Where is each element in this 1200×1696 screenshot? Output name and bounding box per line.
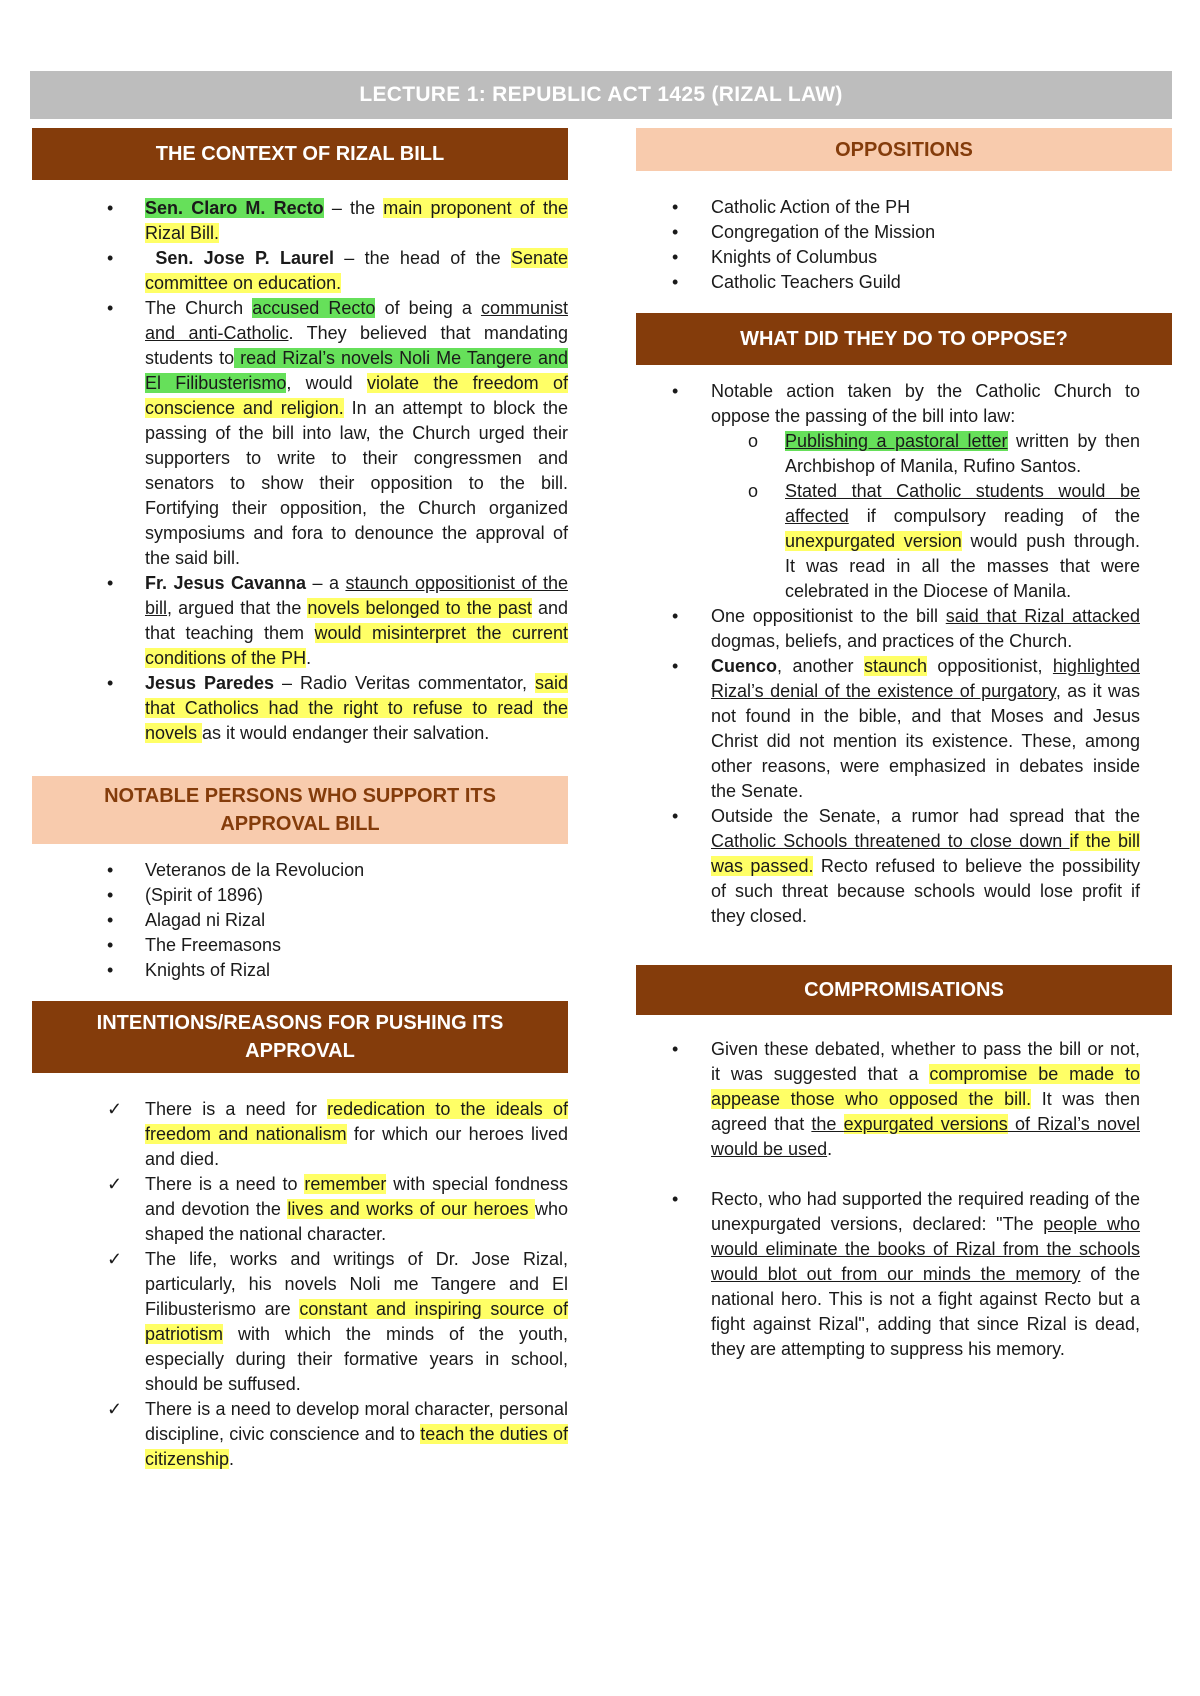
list-item: • (Spirit of 1896) [32,883,568,908]
bullet-icon: • [107,298,114,318]
list-item: • Catholic Action of the PH [636,195,1172,220]
intentions-heading: INTENTIONS/REASONS FOR PUSHING ITS APPROVAL [32,1001,568,1073]
bullet-icon: • [107,885,114,905]
bullet-icon: • [672,606,679,626]
context-heading: THE CONTEXT OF RIZAL BILL [32,128,568,180]
bullet-icon: • [672,222,679,242]
bullet-icon: • [107,860,114,880]
checkmark-icon: ✓ [107,1399,123,1419]
circle-bullet-icon: o [748,431,759,451]
list-item: • The Freemasons [32,933,568,958]
bullet-icon: • [672,656,679,676]
list-subitem: o Publishing a pastoral letter written by then Archbishop of Manila, Rufino Santos. [748,431,1140,476]
bullet-icon: • [672,806,679,826]
bullet-icon: • [107,935,114,955]
bullet-icon: • [107,198,114,218]
checkmark-icon: ✓ [107,1099,123,1119]
list-item: • Cuenco, another staunch oppositionist, highlighted Rizal’s denial of the existence of purgatory, as it was not found in the bible, and that Moses and Jesus Christ did not mention its existence. These, among other reasons, were emphasized in debates inside the Senate. [672,656,1140,801]
bullet-icon: • [672,1189,679,1209]
list-item: • Catholic Teachers Guild [636,270,1172,295]
list-item: • One oppositionist to the bill said that Rizal attacked dogmas, beliefs, and practices of the Church. [672,606,1140,651]
list-item: • Alagad ni Rizal [32,908,568,933]
left-column [32,128,568,1472]
list-item: • Veteranos de la Revolucion [32,858,568,883]
bullet-icon: • [672,381,679,401]
compromise-heading: COMPROMISATIONS [636,965,1172,1015]
list-item: • Congregation of the Mission [636,220,1172,245]
compromise-list [636,1037,1172,1362]
list-item: • Fr. Jesus Cavanna – a staunch oppositionist of the bill, argued that the novels belonged to the past and that teaching them would misinterpret the current conditions of the PH. [107,573,568,668]
bullet-icon: • [672,272,679,292]
bullet-icon: • [107,248,114,268]
list-item: • Jesus Paredes – Radio Veritas commentator, said that Catholics had the right to refuse to read the novels as it would endanger their salvation. [107,673,568,743]
list-item: • Sen. Claro M. Recto – the main proponent of the Rizal Bill. [107,198,569,243]
list-item: • Given these debated, whether to pass the bill or not, it was suggested that a compromise be made to appease those who opposed the bill. It was then agreed that the expurgated versions of Rizal’s novel would be used. [672,1039,1140,1159]
list-item: • Knights of Columbus [636,245,1172,270]
checkmark-icon: ✓ [107,1249,123,1269]
oppositions-heading: OPPOSITIONS [636,128,1172,171]
list-item: • Sen. Jose P. Laurel – the head of the Senate committee on education. [107,248,568,293]
oppose-heading: WHAT DID THEY DO TO OPPOSE? [636,313,1172,365]
list-item: • Recto, who had supported the required reading of the unexpurgated versions, declared: "The people who would eliminate the books of Rizal from the schools would blot out from our minds the memory of the national hero. This is not a fight against Recto but a fight against Rizal", adding that since Rizal is dead, they are attempting to suppress his memory. [672,1189,1141,1359]
oppose-list [636,379,1172,929]
bullet-icon: • [107,573,114,593]
context-list [32,196,568,746]
list-item: • The Church accused Recto of being a communist and anti-Catholic. They believed that mandating students to read Rizal’s novels Noli Me Tangere and El Filibusterismo, would violate the freedom of conscience and religion. In an attempt to block the passing of the bill into law, the Church urged their supporters to write to their congressmen and senators to show their opposition to the bill. Fortifying their opposition, the Church organized symposiums and fora to denounce the approval of the said bill. [107,298,569,568]
list-item: • Notable action taken by the Catholic Church to oppose the passing of the bill into law: [672,381,1140,426]
list-item: • Outside the Senate, a rumor had spread that the Catholic Schools threatened to close down if the bill was passed. Recto refused to believe the possibility of such threat because schools would lose profit if they closed. [672,806,1140,926]
list-item: ✓ There is a need to develop moral character, personal discipline, civic conscience and to teach the duties of citizenship. [107,1399,568,1469]
bullet-icon: • [107,910,114,930]
oppositions-list [636,195,1172,295]
intentions-list [32,1097,568,1472]
list-item: • Knights of Rizal [32,958,568,983]
bullet-icon: • [672,1039,679,1059]
right-column [636,128,1172,1362]
bullet-icon: • [107,673,114,693]
list-item: ✓ There is a need to remember with special fondness and devotion the lives and works of our heroes who shaped the national character. [107,1174,568,1244]
supporters-heading: NOTABLE PERSONS WHO SUPPORT ITS APPROVAL BILL [32,776,568,844]
circle-bullet-icon: o [748,481,759,501]
bullet-icon: • [672,197,679,217]
list-subitem: o Stated that Catholic students would be affected if compulsory reading of the unexpurgated version would push through. It was read in all the masses that were celebrated in the Diocese of Manila. [748,481,1140,601]
checkmark-icon: ✓ [107,1174,123,1194]
bullet-icon: • [672,247,679,267]
list-item: ✓ The life, works and writings of Dr. Jose Rizal, particularly, his novels Noli me Tangere and El Filibusterismo are constant and inspiring source of patriotism with which the minds of the youth, especially during their formative years in school, should be suffused. [107,1249,568,1394]
bullet-icon: • [107,960,114,980]
supporters-list [32,858,568,983]
list-item: ✓ There is a need for rededication to the ideals of freedom and nationalism for which our heroes lived and died. [107,1099,568,1169]
page-title: LECTURE 1: REPUBLIC ACT 1425 (RIZAL LAW) [30,71,1172,119]
